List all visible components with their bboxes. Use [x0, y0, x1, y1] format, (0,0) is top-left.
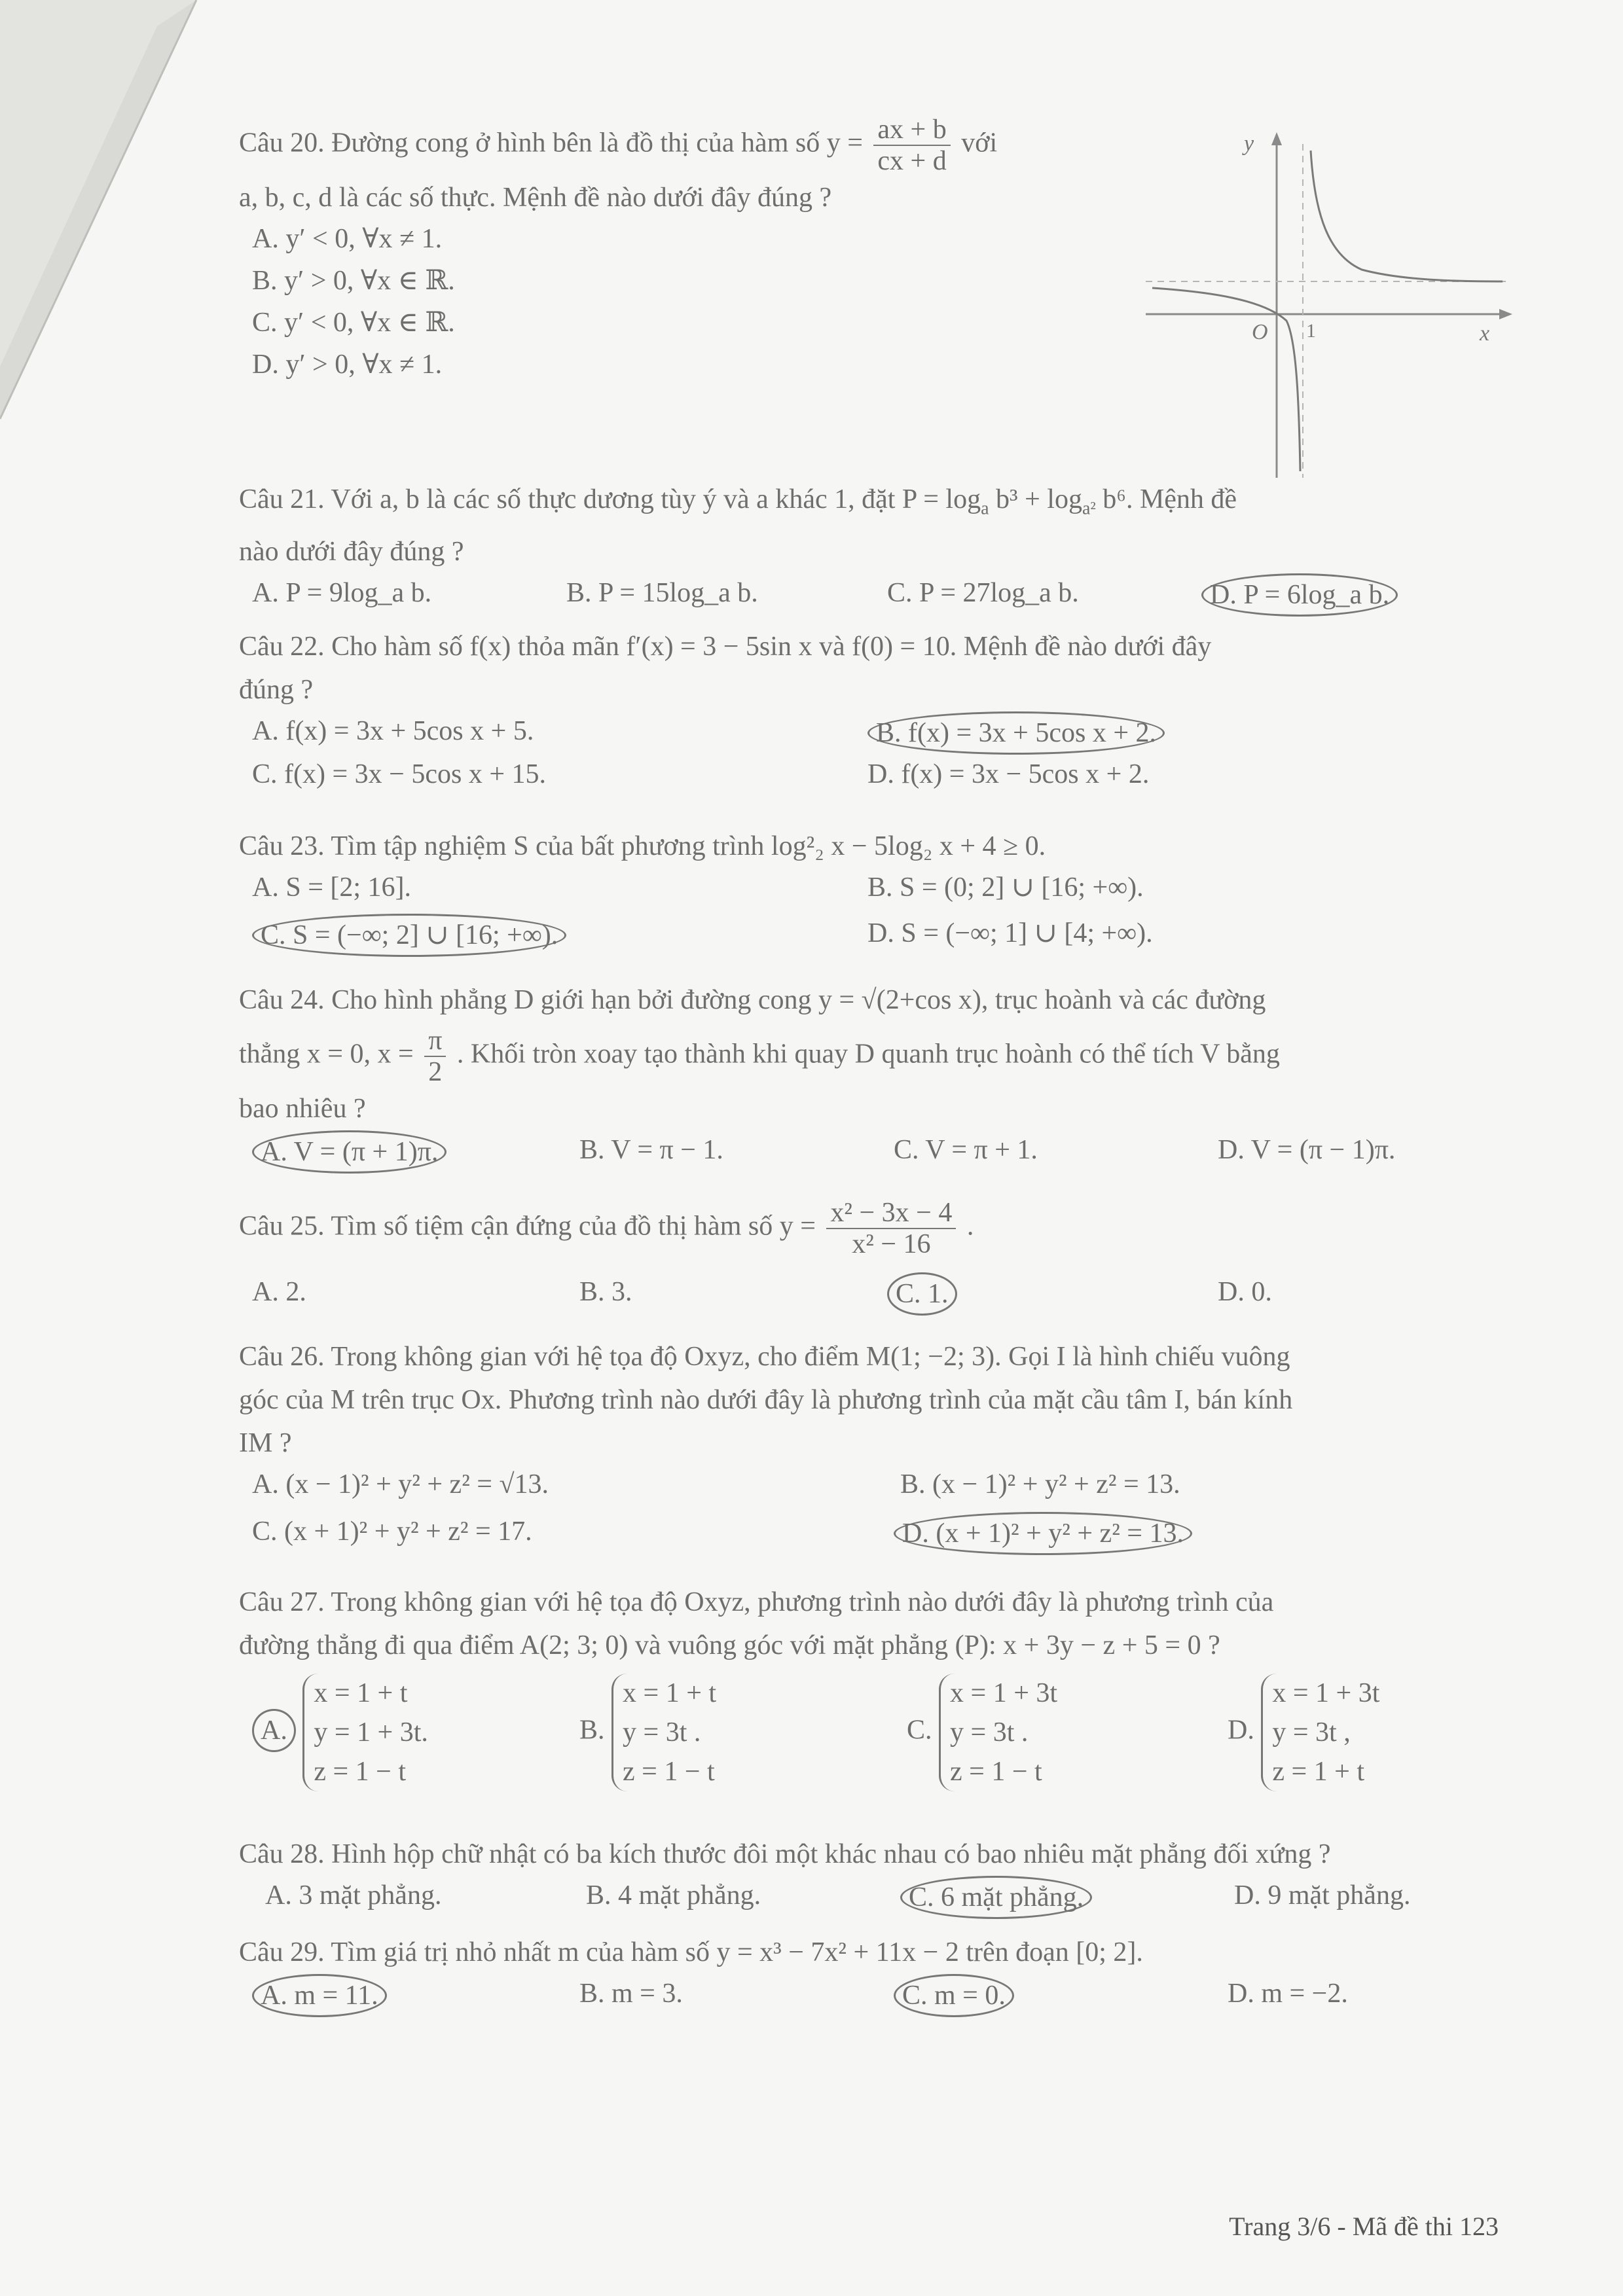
- q27-a-line: x = 1 + t: [314, 1678, 408, 1708]
- q22-option-d[interactable]: D. f(x) = 3x − 5cos x + 2.: [867, 759, 1150, 789]
- q27-option-d-system: [1261, 1674, 1379, 1791]
- q24-stem-2b: . Khối tròn xoay tạo thành khi quay D quanh trục hoành có thể tích V bằng: [456, 1039, 1280, 1069]
- q20-frac-den: cx + d: [877, 146, 947, 176]
- q28-stem: Câu 28. Hình hộp chữ nhật có ba kích thước đôi một khác nhau có bao nhiêu mặt phẳng đối xứng ?: [239, 1839, 1331, 1869]
- q25-stem-2: .: [966, 1211, 974, 1242]
- q25-frac-num: x² − 3x − 4: [826, 1198, 956, 1229]
- q28-option-b[interactable]: B. 4 mặt phẳng.: [586, 1880, 761, 1910]
- q28-option-a[interactable]: A. 3 mặt phẳng.: [265, 1880, 442, 1910]
- q26-stem-3: IM ?: [239, 1428, 292, 1458]
- q28-option-c-text: C. 6 mặt phẳng.: [900, 1876, 1092, 1919]
- q27-stem-2: đường thẳng đi qua điểm A(2; 3; 0) và vuông góc với mặt phẳng (P): x + 3y − z + 5 = 0 ?: [239, 1630, 1220, 1660]
- q24-option-a-text: A. V = (π + 1)π.: [252, 1130, 447, 1174]
- q21-stem-5: b⁶. Mệnh đề: [1095, 484, 1237, 514]
- q27-option-b-system: [611, 1674, 716, 1791]
- q27-stem-1: Câu 27. Trong không gian với hệ tọa độ Oxyz, phương trình nào dưới đây là phương trình của: [239, 1587, 1274, 1617]
- q24-option-a[interactable]: [252, 1130, 447, 1174]
- q25-option-d[interactable]: D. 0.: [1218, 1277, 1272, 1307]
- q29-option-d[interactable]: D. m = −2.: [1228, 1979, 1348, 2009]
- q27-a-line: y = 1 + 3t.: [314, 1717, 428, 1748]
- graph-y-label: y: [1244, 132, 1254, 156]
- q27-option-b[interactable]: [579, 1674, 716, 1791]
- q24-stem-2a: thẳng x = 0, x =: [239, 1039, 414, 1069]
- question-25: [239, 1198, 1522, 1318]
- q21-stem: [239, 478, 1522, 530]
- q24-stem-3: bao nhiêu ?: [239, 1094, 366, 1124]
- q26-option-c[interactable]: C. (x + 1)² + y² + z² = 17.: [252, 1516, 532, 1547]
- q20-option-a[interactable]: A. y′ < 0, ∀x ≠ 1.: [252, 224, 443, 254]
- q25-stem-1: Câu 25. Tìm số tiệm cận đứng của đồ thị hàm số y =: [239, 1211, 816, 1242]
- question-22: [239, 625, 1522, 797]
- q20-stem-2: với: [961, 128, 998, 158]
- q27-d-line: y = 3t ,: [1272, 1717, 1351, 1748]
- q24-option-c[interactable]: C. V = π + 1.: [894, 1135, 1038, 1165]
- q27-d-line: x = 1 + 3t: [1272, 1678, 1380, 1708]
- q22-option-b[interactable]: [867, 711, 1165, 755]
- q27-option-a[interactable]: [252, 1674, 428, 1791]
- q23-option-c-text: C. S = (−∞; 2] ∪ [16; +∞).: [252, 914, 566, 957]
- q24-fraction: [424, 1026, 446, 1087]
- q20-stem-3: a, b, c, d là các số thực. Mệnh đề nào dưới đây đúng ?: [239, 183, 832, 213]
- q21-option-c[interactable]: C. P = 27log_a b.: [887, 578, 1079, 609]
- q22-option-c[interactable]: C. f(x) = 3x − 5cos x + 15.: [252, 759, 547, 789]
- q20-fraction: [873, 115, 950, 176]
- q23-stem: Câu 23. Tìm tập nghiệm S của bất phương trình log²₂ x − 5log₂ x + 4 ≥ 0.: [239, 831, 1046, 861]
- q20-option-d[interactable]: D. y′ > 0, ∀x ≠ 1.: [252, 350, 443, 380]
- q26-option-a[interactable]: A. (x − 1)² + y² + z² = √13.: [252, 1469, 549, 1499]
- q29-stem: Câu 29. Tìm giá trị nhỏ nhất m của hàm số y = x³ − 7x² + 11x − 2 trên đoạn [0; 2].: [239, 1937, 1143, 1967]
- q25-frac-den: x² − 16: [852, 1229, 931, 1259]
- q24-option-b[interactable]: B. V = π − 1.: [579, 1135, 723, 1165]
- q21-sub-a2: a²: [1082, 498, 1096, 519]
- q27-option-d[interactable]: [1228, 1674, 1379, 1791]
- q26-option-d-text: D. (x + 1)² + y² + z² = 13.: [894, 1512, 1192, 1555]
- q27-option-d-label: D.: [1228, 1715, 1254, 1746]
- graph-one-label: 1: [1306, 320, 1316, 342]
- q22-option-b-text: B. f(x) = 3x + 5cos x + 2.: [867, 711, 1165, 755]
- page-footer: Trang 3/6 - Mã đề thi 123: [1229, 2212, 1499, 2241]
- q29-option-c[interactable]: [894, 1974, 1014, 2017]
- q25-option-c[interactable]: [887, 1272, 957, 1316]
- folded-corner: [0, 0, 236, 458]
- question-24: [239, 978, 1522, 1176]
- q27-d-line: z = 1 + t: [1272, 1757, 1365, 1787]
- question-27: [239, 1581, 1522, 1811]
- graph-x-label: x: [1480, 321, 1490, 346]
- q25-option-b[interactable]: B. 3.: [579, 1277, 632, 1307]
- q22-stem-2: đúng ?: [239, 675, 314, 705]
- q26-option-d[interactable]: [894, 1512, 1192, 1555]
- q21-option-d-text: D. P = 6log_a b.: [1201, 573, 1398, 617]
- q27-option-c-label: C.: [907, 1715, 932, 1746]
- q29-option-c-text: C. m = 0.: [894, 1974, 1014, 2017]
- q21-stem-3: b³ + log: [989, 484, 1082, 514]
- q28-option-c[interactable]: [900, 1876, 1092, 1919]
- q23-option-b[interactable]: B. S = (0; 2] ∪ [16; +∞).: [867, 872, 1144, 903]
- q24-stem-2: [239, 1026, 1522, 1087]
- graph-origin-label: O: [1252, 320, 1268, 344]
- q20-graph: [1139, 124, 1532, 491]
- q21-stem-1: Câu 21. Với a, b là các số thực dương tùy ý và a khác 1, đặt P = log: [239, 484, 981, 514]
- q24-option-d[interactable]: D. V = (π − 1)π.: [1218, 1135, 1396, 1165]
- q26-stem-1: Câu 26. Trong không gian với hệ tọa độ Oxyz, cho điểm M(1; −2; 3). Gọi I là hình chiếu vuông: [239, 1342, 1290, 1372]
- q20-option-b[interactable]: B. y′ > 0, ∀x ∈ ℝ.: [252, 266, 455, 296]
- q21-option-a[interactable]: A. P = 9log_a b.: [252, 578, 432, 609]
- q27-b-line: z = 1 − t: [623, 1757, 715, 1787]
- q20-option-c[interactable]: C. y′ < 0, ∀x ∈ ℝ.: [252, 308, 455, 338]
- q23-option-d[interactable]: D. S = (−∞; 1] ∪ [4; +∞).: [867, 918, 1153, 948]
- q27-option-b-label: B.: [579, 1715, 605, 1746]
- q25-option-c-text: C. 1.: [887, 1272, 957, 1316]
- q29-option-a[interactable]: [252, 1974, 387, 2017]
- q25-stem: [239, 1198, 1522, 1259]
- q21-option-b[interactable]: B. P = 15log_a b.: [566, 578, 758, 609]
- question-26: [239, 1335, 1522, 1556]
- q27-c-line: x = 1 + 3t: [950, 1678, 1058, 1708]
- q27-a-line: z = 1 − t: [314, 1757, 407, 1787]
- q20-stem: Câu 20. Đường cong ở hình bên là đồ thị của hàm số y =: [239, 128, 863, 158]
- question-28: [239, 1833, 1522, 1922]
- q27-b-line: x = 1 + t: [623, 1678, 717, 1708]
- q22-option-a[interactable]: A. f(x) = 3x + 5cos x + 5.: [252, 716, 534, 746]
- q27-c-line: z = 1 − t: [950, 1757, 1042, 1787]
- q24-frac-den: 2: [428, 1057, 443, 1087]
- q25-fraction: [826, 1198, 956, 1259]
- q22-stem-1: Câu 22. Cho hàm số f(x) thỏa mãn f′(x) = 3 − 5sin x và f(0) = 10. Mệnh đề nào dưới đây: [239, 632, 1212, 662]
- q25-option-a[interactable]: A. 2.: [252, 1277, 306, 1307]
- q27-option-c-system: [939, 1674, 1057, 1791]
- q23-option-c[interactable]: [252, 914, 566, 957]
- question-21: [239, 478, 1522, 619]
- question-29: [239, 1931, 1522, 2020]
- q24-stem-1: Câu 24. Cho hình phẳng D giới hạn bởi đường cong y = √(2+cos x), trục hoành và các đường: [239, 985, 1266, 1015]
- q29-option-a-text: A. m = 11.: [252, 1974, 387, 2017]
- q23-option-a[interactable]: A. S = [2; 16].: [252, 872, 412, 903]
- q27-b-line: y = 3t .: [623, 1717, 701, 1748]
- q21-sub-a: a: [981, 498, 989, 519]
- q27-c-line: y = 3t .: [950, 1717, 1029, 1748]
- q27-option-c[interactable]: [907, 1674, 1057, 1791]
- q29-option-b[interactable]: B. m = 3.: [579, 1979, 683, 2009]
- q21-option-d[interactable]: [1201, 573, 1398, 617]
- q27-option-a-system: [302, 1674, 428, 1791]
- q21-stem-6: nào dưới đây đúng ?: [239, 537, 464, 567]
- q26-stem-2: góc của M trên trục Ox. Phương trình nào dưới đây là phương trình của mặt cầu tâm I, bán kính: [239, 1385, 1293, 1415]
- q28-option-d[interactable]: D. 9 mặt phẳng.: [1234, 1880, 1411, 1910]
- q27-option-a-label: A.: [252, 1709, 296, 1752]
- q24-frac-num: π: [424, 1026, 446, 1057]
- q26-option-b[interactable]: B. (x − 1)² + y² + z² = 13.: [900, 1469, 1180, 1499]
- q20-frac-num: ax + b: [873, 115, 950, 146]
- question-23: [239, 825, 1522, 953]
